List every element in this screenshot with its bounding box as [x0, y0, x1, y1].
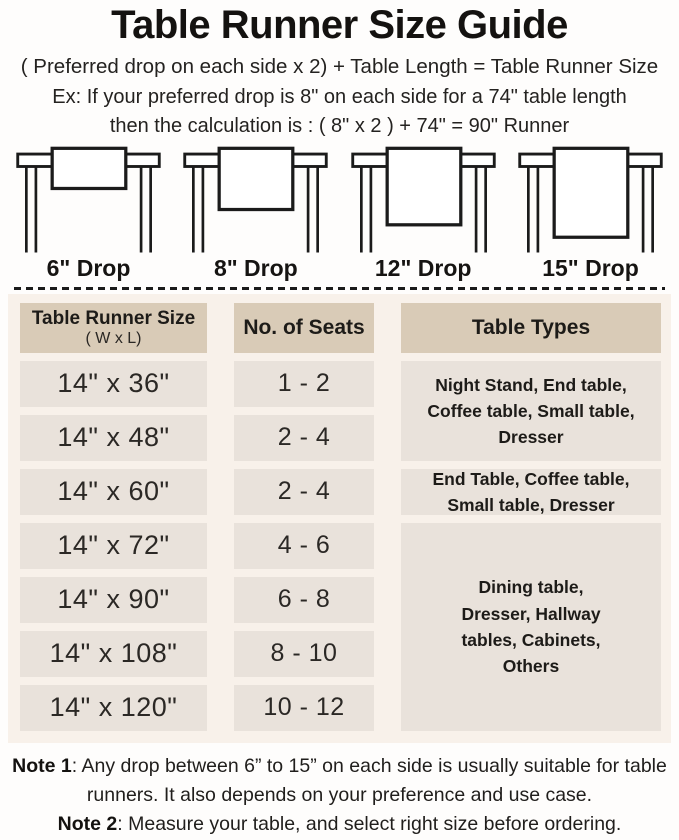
drop-label: 6" Drop: [46, 254, 131, 281]
table-types-text: Dining table, Dresser, Hallway tables, Cabinets, Others: [461, 577, 601, 677]
table-types-cell-medium: [401, 469, 661, 515]
size-guide-table-region: [8, 294, 671, 743]
note-2-label: Note 2: [57, 813, 118, 836]
drop-illustrations: [0, 139, 679, 281]
drop-illustration-12: [347, 143, 500, 281]
size-guide-table: [20, 303, 671, 731]
runner-size-cell: 14" x 108": [20, 631, 207, 677]
runner-size-cell: 14" x 36": [20, 361, 207, 407]
note-2-text: : Measure your table, and select right size before ordering.: [117, 813, 622, 836]
note-2: [4, 810, 676, 839]
example-line-2: then the calculation is : ( 8" x 2 ) + 74" = 90" Runner: [109, 114, 570, 137]
seats-cell: 8 - 10: [234, 631, 374, 677]
runner-size-cell: 14" x 90": [20, 577, 207, 623]
heading-block: [0, 0, 679, 139]
header-seats: [234, 303, 374, 353]
footnotes: [4, 752, 676, 840]
table-runner-drawing-icon: [514, 143, 667, 255]
drop-label: 15" Drop: [542, 254, 639, 281]
formula-line: ( Preferred drop on each side x 2) + Table Length = Table Runner Size: [20, 55, 659, 78]
header-table-types-label: Table Types: [471, 315, 591, 339]
seats-cell: 2 - 4: [234, 415, 374, 461]
note-1: [4, 752, 676, 811]
drop-illustration-6: [12, 143, 165, 281]
runner-size-cell: 14" x 60": [20, 469, 207, 515]
header-runner-size: [20, 303, 207, 353]
header-runner-size-title: Table Runner Size: [31, 307, 196, 329]
seats-cell: 4 - 6: [234, 523, 374, 569]
table-types-cell-small: [401, 361, 661, 461]
seats-cell: 6 - 8: [234, 577, 374, 623]
runner-size-cell: 14" x 48": [20, 415, 207, 461]
seats-cell: 10 - 12: [234, 685, 374, 731]
header-runner-size-sub: ( W x L): [85, 329, 142, 347]
example-line-1: Ex: If your preferred drop is 8" on each side for a 74" table length: [52, 85, 627, 108]
header-seats-label: No. of Seats: [243, 315, 365, 339]
table-types-text: Night Stand, End table, Coffee table, Small table, Dresser: [427, 374, 635, 448]
runner-size-cell: 14" x 120": [20, 685, 207, 731]
table-runner-drawing-icon: [12, 143, 165, 255]
table-runner-drawing-icon: [179, 143, 332, 255]
drop-illustration-15: [514, 143, 667, 281]
seats-cell: 1 - 2: [234, 361, 374, 407]
drop-label: 12" Drop: [374, 254, 472, 281]
header-table-types: [401, 303, 661, 353]
table-types-cell-large: [401, 523, 661, 731]
table-types-text: End Table, Coffee table, Small table, Dresser: [432, 468, 630, 515]
seats-cell: 2 - 4: [234, 469, 374, 515]
page-title: Table Runner Size Guide: [111, 3, 568, 47]
runner-size-cell: 14" x 72": [20, 523, 207, 569]
note-1-text: : Any drop between 6” to 15” on each side is usually suitable for table runners. It also depends on your preference and use case.: [71, 754, 667, 807]
note-1-label: Note 1: [12, 754, 72, 777]
dashed-divider: [14, 287, 665, 290]
drop-label: 8" Drop: [213, 254, 298, 281]
table-runner-drawing-icon: [347, 143, 500, 255]
drop-illustration-8: [179, 143, 332, 281]
